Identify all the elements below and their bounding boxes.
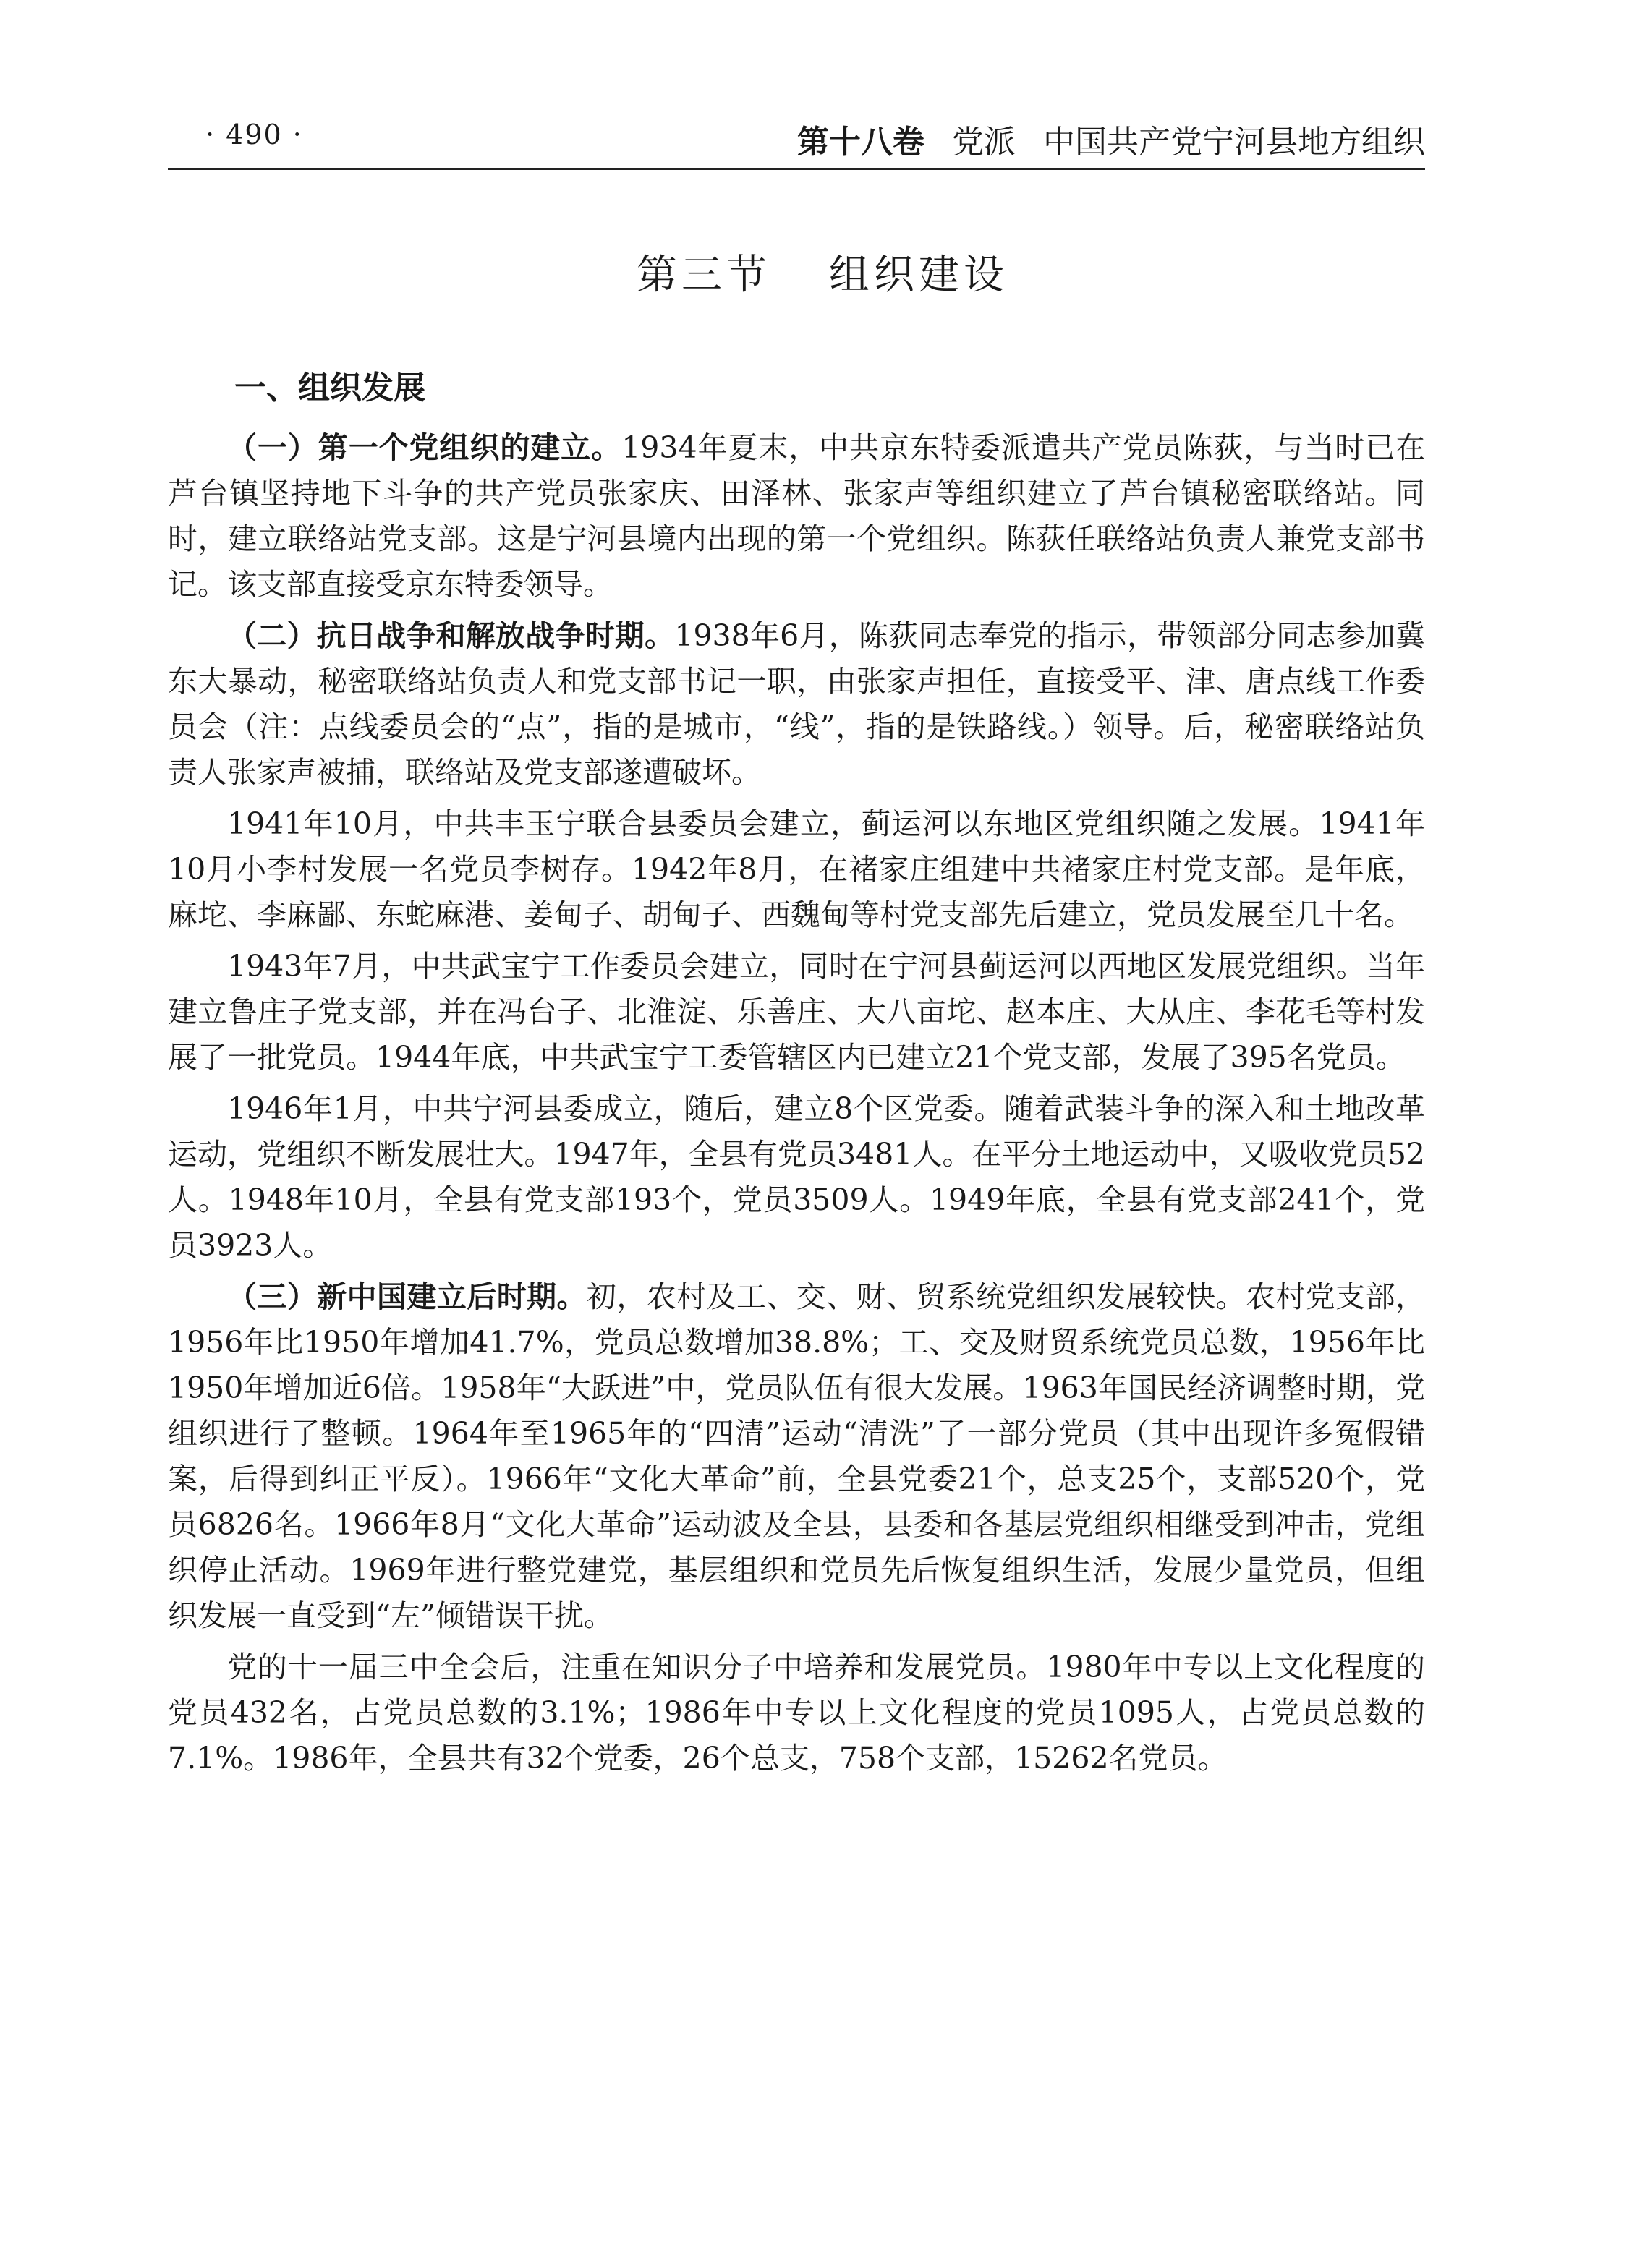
paragraph-text: 1934年夏末，中共京东特委派遣共产党员陈荻，与当时已在芦台镇坚持地下斗争的共产党员张家庆、田泽林、张家声等组织建立了芦台镇秘密联络站。同时，建立联络站党支部。这是宁河县境内出现的第一个党组织。陈荻任联络站负责人兼党支部书记。该支部直接受京东特委领导。 [168,430,1426,602]
paragraph [168,613,1425,796]
paragraph-text: 初，农村及工、交、财、贸系统党组织发展较快。农村党支部，1956年比1950年增加41.7%，党员总数增加38.8%；工、交及财贸系统党员总数，1956年比1950年增加近6倍。1958年“大跃进”中，党员队伍有很大发展。1963年国民经济调整时期，党组织进行了整顿。1964年至1965年的“四清”运动“清洗”了一部分党员（其中出现许多冤假错案，后得到纠正平反）。1966年“文化大革命”前，全县党委21个，总支25个，支部520个，党员6826名。1966年8月“文化大革命”运动波及全县，县委和各基层党组织相继受到冲击，党组织停止活动。1969年进行整党建党，基层组织和党员先后恢复组织生活，发展少量党员，但组织发展一直受到“左”倾错误干扰。 [168,1279,1425,1633]
paragraph-text: 1946年1月，中共宁河县委成立，随后，建立8个区党委。随着武装斗争的深入和土地改革运动，党组织不断发展壮大。1947年，全县有党员3481人。在平分土地运动中，又吸收党员52人。1948年10月，全县有党支部193个，党员3509人。1949年底，全县有党支部241个，党员3923人。 [168,1091,1425,1263]
paragraph [168,425,1425,608]
section-number: 第三节 [637,252,771,299]
header-title [797,116,1425,162]
paragraph-heading: （二）抗日战争和解放战争时期。 [227,618,675,653]
header-category: 党派 [952,124,1016,161]
paragraph [168,1645,1425,1781]
paragraph [168,1086,1425,1269]
paragraph [168,1274,1425,1639]
paragraph-text: 1941年10月，中共丰玉宁联合县委员会建立，蓟运河以东地区党组织随之发展。1941年10月小李村发展一名党员李树存。1942年8月，在褚家庄组建中共褚家庄村党支部。是年底，麻坨、李麻鄙、东蛇麻港、姜甸子、胡甸子、西魏甸等村党支部先后建立，党员发展至几十名。 [168,806,1425,932]
section-name: 组织建设 [829,252,1008,299]
paragraph [168,801,1425,938]
header-rule [168,168,1425,170]
page-number: · 490 · [205,119,303,150]
paragraph-text: 党的十一届三中全会后，注重在知识分子中培养和发展党员。1980年中专以上文化程度的党员432名，占党员总数的3.1%；1986年中专以上文化程度的党员1095人，占党员总数的7.1%。1986年，全县共有32个党委，26个总支，758个支部，15262名党员。 [168,1650,1425,1775]
paragraph-heading: （一）第一个党组织的建立。 [227,430,622,465]
section-title [0,243,1645,301]
paragraph-text: 1938年6月，陈荻同志奉党的指示，带领部分同志参加冀东大暴动，秘密联络站负责人和党支部书记一职，由张家声担任，直接受平、津、唐点线工作委员会（注：点线委员会的“点”，指的是城市，“线”，指的是铁路线。）领导。后，秘密联络站负责人张家声被捕，联络站及党支部遂遭破坏。 [168,618,1425,790]
paragraph-text: 1943年7月，中共武宝宁工作委员会建立，同时在宁河县蓟运河以西地区发展党组织。当年建立鲁庄子党支部，并在冯台子、北淮淀、乐善庄、大八亩坨、赵本庄、大从庄、李花毛等村发展了一批党员。1944年底，中共武宝宁工委管辖区内已建立21个党支部，发展了395名党员。 [168,949,1425,1075]
running-header [168,108,1425,166]
header-chapter: 中国共产党宁河县地方组织 [1043,124,1425,161]
body-text [168,425,1425,1787]
paragraph [168,944,1425,1080]
subsection-heading: 一、组织发展 [234,370,425,406]
paragraph-heading: （三）新中国建立后时期。 [227,1279,587,1314]
header-volume: 第十八卷 [797,124,924,161]
